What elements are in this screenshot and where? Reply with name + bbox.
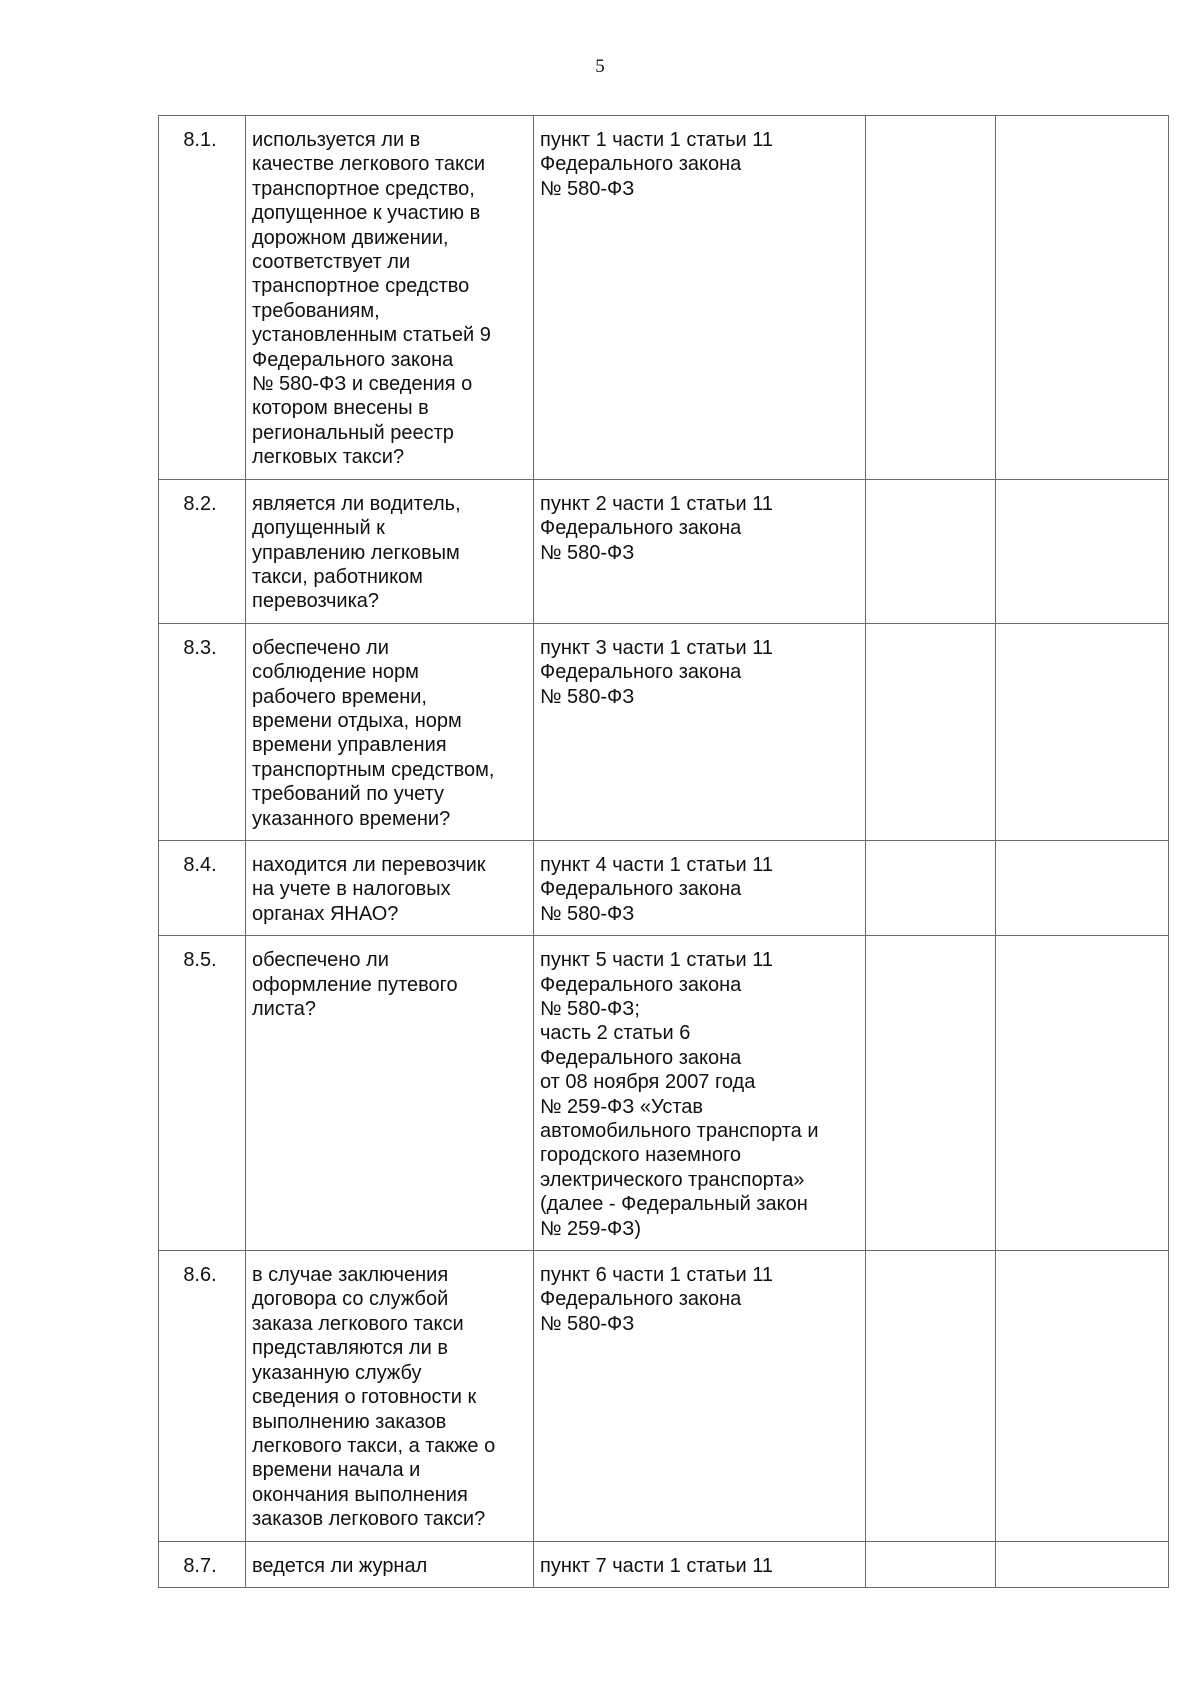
item-number: 8.7. bbox=[159, 1541, 246, 1587]
answer-cell bbox=[866, 1541, 996, 1587]
table-row bbox=[159, 479, 1169, 623]
answer-cell bbox=[866, 840, 996, 935]
page-number: 5 bbox=[595, 56, 605, 77]
legal-reference-cell: пункт 5 части 1 статьи 11 Федерального закона № 580-ФЗ; часть 2 статьи 6 Федерального закона от 08 ноября 2007 года № 259-ФЗ «Устав автомобильного транспорта и городского наземного электрического транспорта» (далее - Федеральный закон № 259-ФЗ) bbox=[534, 936, 866, 1251]
checklist-table bbox=[158, 115, 1169, 1588]
answer-cell bbox=[866, 479, 996, 623]
legal-reference-cell: пункт 3 части 1 статьи 11 Федерального закона № 580-ФЗ bbox=[534, 623, 866, 840]
table-row bbox=[159, 116, 1169, 480]
table-row bbox=[159, 1541, 1169, 1587]
note-cell bbox=[996, 1541, 1169, 1587]
question-cell: обеспечено ли соблюдение норм рабочего времени, времени отдыха, норм времени управления транспортным средством, требований по учету указанного времени? bbox=[246, 623, 534, 840]
note-cell bbox=[996, 116, 1169, 480]
note-cell bbox=[996, 840, 1169, 935]
table-row bbox=[159, 840, 1169, 935]
question-cell: используется ли в качестве легкового такси транспортное средство, допущенное к участию в дорожном движении, соответствует ли транспортное средство требованиям, установленным статьей 9 Федерального закона № 580-ФЗ и сведения о котором внесены в региональный реестр легковых такси? bbox=[246, 116, 534, 480]
question-cell: является ли водитель, допущенный к управлению легковым такси, работником перевозчика? bbox=[246, 479, 534, 623]
legal-reference-cell: пункт 1 части 1 статьи 11 Федерального закона № 580-ФЗ bbox=[534, 116, 866, 480]
item-number: 8.5. bbox=[159, 936, 246, 1251]
table-row bbox=[159, 623, 1169, 840]
item-number: 8.1. bbox=[159, 116, 246, 480]
question-cell: обеспечено ли оформление путевого листа? bbox=[246, 936, 534, 1251]
answer-cell bbox=[866, 116, 996, 480]
answer-cell bbox=[866, 623, 996, 840]
question-cell: в случае заключения договора со службой заказа легкового такси представляются ли в указанную службу сведения о готовности к выполнению заказов легкового такси, а также о времени начала и окончания выполнения заказов легкового такси? bbox=[246, 1251, 534, 1541]
answer-cell bbox=[866, 1251, 996, 1541]
table-row bbox=[159, 936, 1169, 1251]
legal-reference-cell: пункт 2 части 1 статьи 11 Федерального закона № 580-ФЗ bbox=[534, 479, 866, 623]
legal-reference-cell: пункт 6 части 1 статьи 11 Федерального закона № 580-ФЗ bbox=[534, 1251, 866, 1541]
legal-reference-cell: пункт 7 части 1 статьи 11 bbox=[534, 1541, 866, 1587]
question-cell: находится ли перевозчик на учете в налоговых органах ЯНАО? bbox=[246, 840, 534, 935]
item-number: 8.3. bbox=[159, 623, 246, 840]
item-number: 8.4. bbox=[159, 840, 246, 935]
legal-reference-cell: пункт 4 части 1 статьи 11 Федерального закона № 580-ФЗ bbox=[534, 840, 866, 935]
item-number: 8.6. bbox=[159, 1251, 246, 1541]
item-number: 8.2. bbox=[159, 479, 246, 623]
note-cell bbox=[996, 623, 1169, 840]
answer-cell bbox=[866, 936, 996, 1251]
note-cell bbox=[996, 1251, 1169, 1541]
note-cell bbox=[996, 479, 1169, 623]
question-cell: ведется ли журнал bbox=[246, 1541, 534, 1587]
note-cell bbox=[996, 936, 1169, 1251]
table-row bbox=[159, 1251, 1169, 1541]
